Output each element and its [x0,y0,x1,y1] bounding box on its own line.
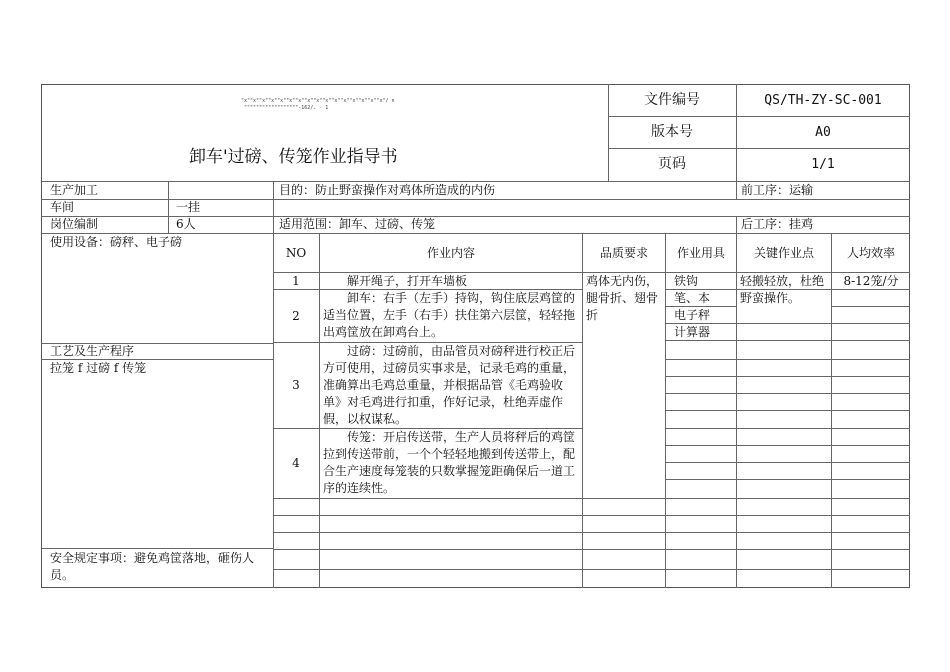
row-line-7 [273,549,910,550]
step-2-content: 卸车：右手（左手）持钩，钩住底层鸡筐的适当位置，左手（右手）扶住第六层筐，轻轻拖出鸡筐放在卸鸡台上。 [323,291,576,339]
header-hline-2 [608,148,910,149]
workshop-value: 一挂 [176,200,201,214]
equipment-text: 使用设备：磅秤、电子磅 [50,235,183,249]
page-value: 1/1 [811,157,835,172]
grid-line-k [665,462,910,463]
col-line-content [582,233,583,588]
key-operation-point: 轻搬轻放，杜绝野蛮操作。 [740,274,825,305]
grid-line-h [665,410,910,411]
grid-line-j [665,445,910,446]
info-vline-label [168,181,169,233]
next-process-text: 后工序：挂鸡 [741,217,814,231]
grid-line-l [665,479,910,480]
grid-line-b2 [831,306,910,307]
post-value: 6人 [176,217,196,231]
step-4-no: 4 [292,456,300,470]
row-line-5 [273,515,910,516]
purpose-text: 目的：防止野蛮操作对鸡体所造成的内伤 [279,183,496,197]
grid-line-i [665,428,910,429]
step-1-no: 1 [292,274,300,288]
step-3-no: 3 [292,378,300,392]
col-header-no: NO [285,246,307,260]
row-line-6 [273,532,910,533]
page-label: 页码 [658,156,686,172]
col-line-no [319,233,320,588]
tool-1: 铁钩 [674,274,699,288]
col-header-efficiency: 人均效率 [846,246,895,260]
workshop-label: 车间 [50,200,75,214]
grid-line-e [665,359,910,360]
grid-line-f [665,376,910,377]
step-3-content: 过磅：过磅前，由品管员对磅秤进行校正后方可使用，过磅员实事求是，记录毛鸡的重量，准确算出毛鸡总重量，并根据品管《毛鸡验收单》对毛鸡进行扣重，作好记录，杜绝弄虚作假，以权谋私。 [323,344,576,426]
work-instruction-document [41,84,910,588]
info-vline-prev [736,181,737,199]
step-1-content: 解开绳子，打开车墙板 [347,274,468,288]
production-label: 生产加工 [50,183,99,197]
post-label: 岗位编制 [50,217,99,231]
grid-line-g [665,393,910,394]
grid-line-quality-end [582,498,665,499]
tool-4: 计算器 [674,325,711,339]
col-header-quality: 品质要求 [599,246,648,260]
info-hline-1 [41,199,910,200]
process-label: 工艺及生产程序 [50,344,135,358]
safety-text: 安全规定事项：避免鸡筐落地，砸伤人员。 [50,551,255,582]
tool-2: 笔、本 [674,291,711,305]
process-flow: 拉笼 f 过磅 f 传笼 [50,361,147,375]
header-hline-1 [608,116,910,117]
col-header-content: 作业内容 [426,246,475,260]
col-header-keypoint: 关键作业点 [753,246,814,260]
col-header-tools: 作业用具 [676,246,725,260]
document-title: 卸车'过磅、传笼作业指导书 [189,147,398,167]
doc-no-value: QS/TH-ZY-SC-001 [764,93,882,108]
step-2-no: 2 [292,309,300,323]
quality-requirement: 鸡体无内伤，腿骨折、翅骨折 [586,274,659,322]
header-noise-line-1: "x""x""x""x""x""x""x""x""x""x""x""x""x""x""x""x"/ n [241,98,395,104]
version-value: A0 [815,125,831,140]
tool-3: 电子秤 [674,308,711,322]
header-noise-line-2: """"""""""""""""""-162/. ⋅ 1 [244,105,329,111]
version-label: 版本号 [651,124,693,140]
efficiency-value: 8-12笼/分 [843,274,899,288]
scope-text: 适用范围：卸车、过磅、传笼 [279,217,436,231]
info-vline-next [736,216,737,233]
step-4-content: 传笼：开启传送带，生产人员将秤后的鸡筐拉到传送带前，一个个轻轻地搬到传送带上，配合生产速度每笼装的只数掌握笼距确保后一道工序的连续性。 [323,430,576,495]
doc-no-label: 文件编号 [644,92,700,108]
prev-process-text: 前工序：运输 [741,183,814,197]
row-line-8 [273,569,910,570]
left-hline-safety [41,548,273,549]
